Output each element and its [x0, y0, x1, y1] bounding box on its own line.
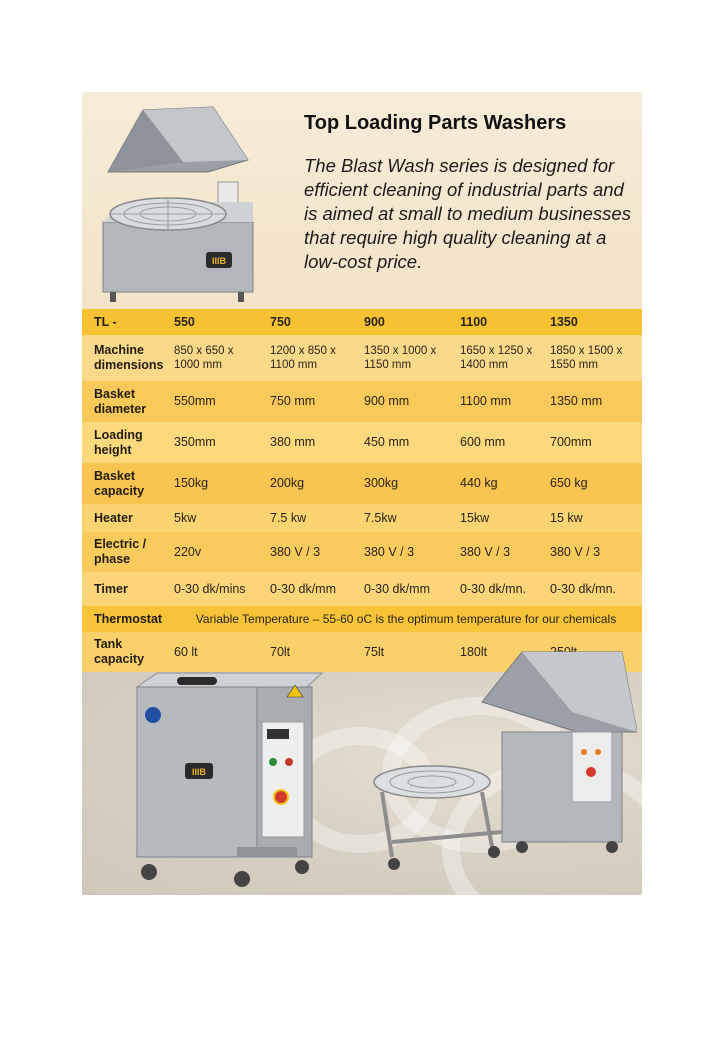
table-cell: 150kg [174, 476, 209, 490]
table-row [82, 463, 642, 504]
thermostat-value: Variable Temperature – 55-60 oC is the optimum temperature for our chemicals [195, 611, 617, 626]
table-cell: 380 mm [270, 435, 316, 449]
table-cell: 0-30 dk/mins [174, 581, 246, 596]
table-cell: 350mm [174, 435, 216, 449]
row-label: Basket capacity [94, 468, 145, 498]
table-cell: 1350 mm [550, 394, 603, 408]
table-cell: 0-30 dk/mm [364, 581, 430, 596]
table-cell: 550mm [174, 394, 216, 408]
parts-washer-open-lid-image [88, 102, 258, 307]
product-sheet [82, 92, 642, 895]
model-1350: 1350 [550, 314, 578, 329]
table-cell: 1850 x 1500 x 1550 mm [550, 345, 623, 371]
table-row [82, 335, 642, 381]
model-900: 900 [364, 314, 385, 329]
table-cell: 70lt [270, 644, 291, 659]
table-cell: 850 x 650 x 1000 mm [174, 345, 234, 371]
table-row [82, 532, 642, 572]
row-label: Thermostat [94, 611, 163, 626]
table-cell: 380 V / 3 [270, 544, 321, 559]
table-cell: 0-30 dk/mn. [550, 581, 617, 596]
table-cell: 15kw [460, 510, 490, 525]
table-cell: 75lt [364, 644, 385, 659]
intro-paragraph: The Blast Wash series is designed for efficient cleaning of industrial parts and is aimed at small to medium businesses that require high quality cleaning at a low-cost price. [304, 155, 631, 272]
table-cell: 700mm [550, 435, 592, 449]
table-cell: 200kg [270, 476, 305, 490]
table-cell: 650 kg [550, 476, 588, 490]
table-cell: 900 mm [364, 394, 410, 408]
table-row [82, 572, 642, 606]
table-row-thermostat [82, 606, 642, 632]
table-cell: 5kw [174, 510, 197, 525]
table-cell: 60 lt [174, 644, 198, 659]
table-cell: 7.5kw [364, 510, 397, 525]
table-cell: 440 kg [460, 476, 498, 490]
row-label: Loading height [94, 427, 143, 457]
logo-text: IIIB [191, 767, 207, 777]
row-label: Basket diameter [94, 386, 147, 416]
table-cell: 380 V / 3 [460, 544, 511, 559]
model-550: 550 [174, 314, 195, 329]
table-cell: 0-30 dk/mn. [460, 581, 527, 596]
header-label: TL - [94, 314, 117, 329]
row-label: Timer [94, 581, 128, 596]
table-cell: 600 mm [460, 435, 506, 449]
table-cell: 1100 mm [460, 394, 512, 408]
table-cell: 380 V / 3 [364, 544, 415, 559]
table-row [82, 381, 642, 422]
table-cell: 220v [174, 544, 202, 559]
spec-table [82, 309, 642, 672]
row-label: Machine dimensions [94, 343, 164, 372]
table-cell: 7.5 kw [270, 510, 307, 525]
table-cell: 15 kw [550, 510, 583, 525]
page-title: Top Loading Parts Washers [304, 112, 567, 134]
parts-washer-closed-image [127, 667, 327, 895]
table-cell: 1350 x 1000 x 1150 mm [364, 345, 437, 371]
model-750: 750 [270, 314, 291, 329]
row-label: Electric / phase [94, 537, 147, 566]
model-1100: 1100 [460, 314, 488, 329]
table-cell: 180lt [460, 644, 488, 659]
table-cell: 0-30 dk/mm [270, 581, 336, 596]
table-row [82, 504, 642, 532]
table-cell: 1200 x 850 x 1100 mm [270, 345, 336, 371]
table-cell: 750 mm [270, 394, 316, 408]
row-label: Tank capacity [94, 637, 145, 666]
table-cell: 1650 x 1250 x 1400 mm [460, 345, 533, 371]
logo-text: IIIB [211, 256, 227, 266]
table-row [82, 422, 642, 463]
table-cell: 300kg [364, 476, 399, 490]
parts-washer-with-cart-image [372, 642, 637, 882]
row-label: Heater [94, 510, 133, 525]
table-header-row [82, 309, 642, 335]
table-cell: 450 mm [364, 435, 410, 449]
table-cell: 380 V / 3 [550, 544, 601, 559]
